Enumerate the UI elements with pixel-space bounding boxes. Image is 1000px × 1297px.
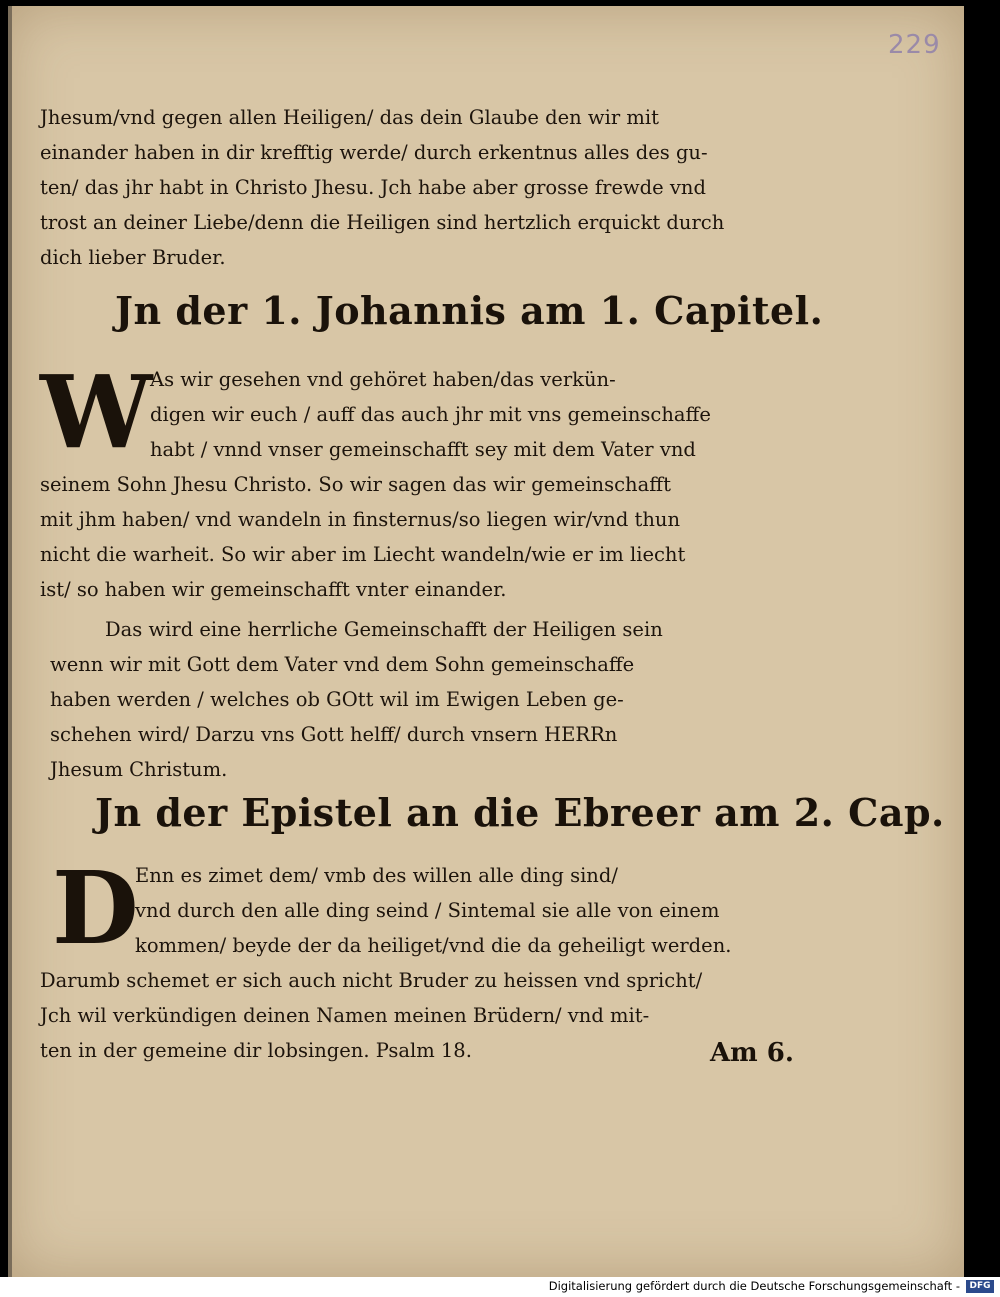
folio-number: 229 <box>888 30 941 60</box>
text-line: habt / vnnd vnser gemeinschafft sey mit dem Vater vnd <box>150 438 696 461</box>
paragraph-1 <box>40 100 780 275</box>
text-line: ist/ so haben wir gemeinschafft vnter einander. <box>40 578 507 601</box>
drop-cap-2: D <box>52 849 139 967</box>
text-line: As wir gesehen vnd gehöret haben/das verkün- <box>150 368 616 391</box>
text-line: wenn wir mit Gott dem Vater vnd dem Sohn gemeinschaffe <box>50 653 635 676</box>
text-line: Jhesum Christum. <box>50 758 228 781</box>
text-line: ten/ das jhr habt in Christo Jhesu. Jch habe aber grosse frewde vnd <box>40 176 706 199</box>
text-line: Darumb schemet er sich auch nicht Bruder zu heissen vnd spricht/ <box>40 969 703 992</box>
drop-cap-1: W <box>40 353 153 471</box>
paragraph-4 <box>40 849 780 1068</box>
section-heading-1: Jn der 1. Johannis am 1. Capitel. <box>115 288 824 333</box>
dfg-logo: DFG <box>966 1280 994 1293</box>
text-line: vnd durch den alle ding seind / Sintemal sie alle von einem <box>135 899 720 922</box>
text-line: mit jhm haben/ vnd wandeln in finsternus/so liegen wir/vnd thun <box>40 508 681 531</box>
text-line: Jch wil verkündigen deinen Namen meinen Brüdern/ vnd mit- <box>40 1004 650 1027</box>
text-line: seinem Sohn Jhesu Christo. So wir sagen das wir gemeinschafft <box>40 473 671 496</box>
text-line: digen wir euch / auff das auch jhr mit vns gemeinschaffe <box>150 403 711 426</box>
paragraph-3 <box>50 612 790 787</box>
footer-bar <box>0 1277 1000 1297</box>
text-line: Das wird eine herrliche Gemeinschafft der Heiligen sein <box>105 618 663 641</box>
section-heading-2: Jn der Epistel an die Ebreer am 2. Cap. <box>95 790 945 835</box>
text-line: ten in der gemeine dir lobsingen. Psalm 18. <box>40 1039 472 1062</box>
text-line: kommen/ beyde der da heiliget/vnd die da geheiligt werden. <box>135 934 732 957</box>
paragraph-2 <box>40 353 780 607</box>
text-line: schehen wird/ Darzu vns Gott helff/ durch vnsern HERRn <box>50 723 618 746</box>
text-line: Jhesum/vnd gegen allen Heiligen/ das dein Glaube den wir mit <box>40 106 659 129</box>
text-line: Enn es zimet dem/ vmb des willen alle ding sind/ <box>135 864 618 887</box>
left-page-edge <box>8 6 12 1277</box>
text-line: nicht die warheit. So wir aber im Liecht wandeln/wie er im liecht <box>40 543 686 566</box>
catchword: Am 6. <box>710 1038 794 1068</box>
funding-credit: Digitalisierung gefördert durch die Deutsche Forschungsgemeinschaft - <box>548 1279 960 1293</box>
text-line: dich lieber Bruder. <box>40 246 226 269</box>
text-line: trost an deiner Liebe/denn die Heiligen sind hertzlich erquickt durch <box>40 211 725 234</box>
text-line: haben werden / welches ob GOtt wil im Ewigen Leben ge- <box>50 688 624 711</box>
text-line: einander haben in dir krefftig werde/ durch erkentnus alles des gu- <box>40 141 708 164</box>
